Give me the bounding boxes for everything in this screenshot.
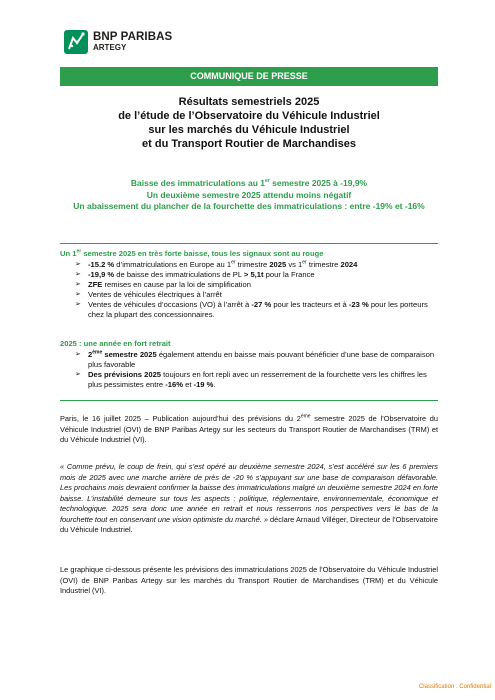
section-heading: 2025 : une année en fort retrait [60, 339, 171, 348]
logo-subname: ARTEGY [93, 43, 127, 53]
bnp-paribas-logo [64, 30, 172, 54]
press-release-banner: COMMUNIQUE DE PRESSE [60, 67, 438, 86]
bullet-item: ➢ -19,9 % de baisse des immatriculations de PL > 5,1t pour la France [88, 270, 438, 280]
section-divider [60, 400, 438, 401]
logo-name: BNP PARIBAS [93, 30, 173, 43]
section-heading: Un 1er semestre 2025 en très forte baisse, tous les signaux sont au rouge [60, 248, 324, 258]
bnp-stars-icon [64, 30, 88, 54]
classification-label: Classification : Confidential [418, 684, 491, 690]
bullet-item: ➢ -15.2 % d’immatriculations en Europe au 1er trimestre 2025 vs 1er trimestre 2024 [88, 260, 438, 270]
subtitle-3: Un abaissement du plancher de la fourchette des immatriculations : entre -19% et -16% [73, 201, 425, 211]
quote-paragraph: « Comme prévu, le coup de frein, qui s’est opéré au deuxième semestre 2024, s’est accéléré sur les 6 premiers mois de 2025 avec une marche arrière de près de -20 % s’appuyant sur une base de comparaison défavorable. Les prochains mois devraient confirmer la baisse des immatriculations malgré un deuxième semestre 2024 en forte baisse. L’instabilité demeure sur tous les aspects : politique, réglementaire, environnementale, économique et technologique. 2025 sera donc une année en retrait et nous resserrons nos perspectives vers le bas de la fourchette tout en conservant une vision optimiste du marché. » déclare Arnaud Villéger, Directeur de l’Observatoire du Véhicule Industriel. [60, 462, 438, 534]
subtitles [40, 178, 458, 213]
document-title [40, 95, 458, 151]
bullet-item: ➢ Ventes de véhicules électriques à l’arrêt [88, 290, 438, 300]
title-line-4: et du Transport Routier de Marchandises [142, 138, 356, 150]
chart-intro-paragraph: Le graphique ci-dessous présente les prévisions des immatriculations 2025 de l’Observatoire du Véhicule Industriel (OVI) de BNP Paribas Artegy sur les marchés du Transport Routier de Marchandises (TRM) et du Véhicule Industriel (VI). [60, 565, 438, 595]
subtitle-1: Baisse des immatriculations au 1er semestre 2025 à -19,9% [130, 178, 368, 188]
bullet-item: ➢ ZFE remises en cause par la loi de simplification [88, 280, 438, 290]
section-divider [60, 243, 438, 244]
bullet-item: ➢ Ventes de véhicules d’occasions (VO) à l’arrêt à -27 % pour les tracteurs et à -23 % pour les porteurs chez la plupart des concessionnaires. [88, 300, 438, 320]
bullet-item: ➢ 2ème semestre 2025 également attendu en baisse mais pouvant bénéficier d’une base de comparaison plus favorable [88, 350, 438, 370]
bullet-item: ➢ Des prévisions 2025 toujours en fort repli avec un resserrement de la fourchette vers les chiffres les plus pessimistes entre -16% et -19 %. [88, 370, 438, 390]
title-line-2: de l’étude de l’Observatoire du Véhicule Industriel [118, 110, 380, 122]
section-year-2025 [60, 339, 438, 390]
subtitle-2: Un deuxième semestre 2025 attendu moins négatif [146, 189, 352, 200]
intro-paragraph: Paris, le 16 juillet 2025 – Publication aujourd’hui des prévisions du 2ème semestre 2025 de l’Observatoire du Véhicule Industriel (OVI) de BNP Paribas Artegy sur les secteurs du Transport Routier de Marchandises (TRM) et du Véhicule Industriel (VI). [60, 413, 438, 444]
section-first-half [60, 249, 438, 320]
title-line-1: Résultats semestriels 2025 [178, 96, 320, 108]
title-line-3: sur les marchés du Véhicule Industriel [148, 124, 350, 136]
